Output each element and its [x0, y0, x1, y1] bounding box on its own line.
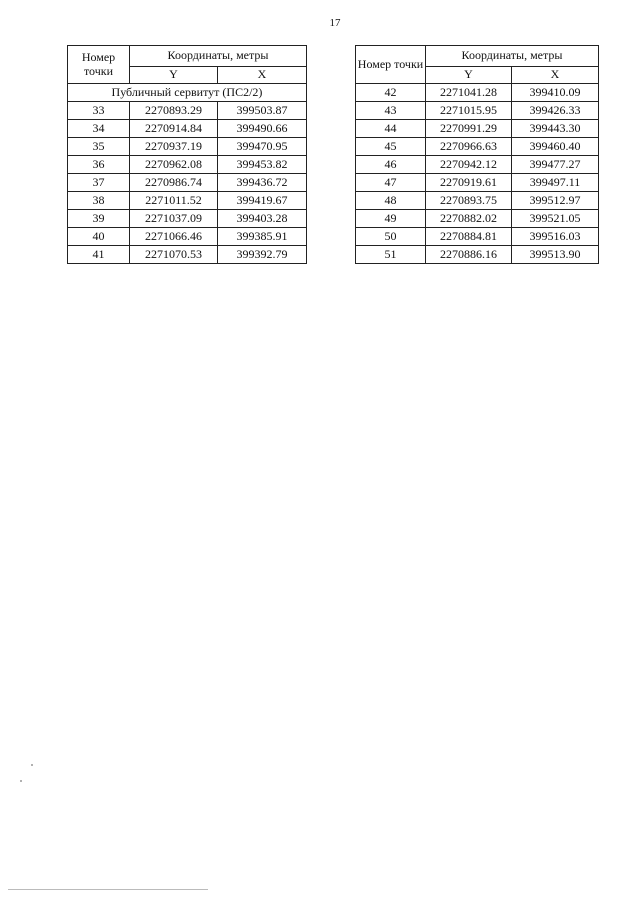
point-number-cell: 50	[356, 228, 426, 246]
table-row	[356, 192, 599, 210]
y-coordinate-cell: 2270919.61	[426, 174, 512, 192]
y-coordinate-cell: 2270962.08	[130, 156, 218, 174]
x-coordinate-cell: 399497.11	[512, 174, 599, 192]
y-coordinate-cell: 2270986.74	[130, 174, 218, 192]
table-row	[68, 156, 307, 174]
table-row	[68, 138, 307, 156]
coordinates-table-left	[67, 45, 307, 264]
point-number-cell: 48	[356, 192, 426, 210]
y-column-header: Y	[130, 67, 218, 84]
point-number-cell: 45	[356, 138, 426, 156]
scan-speck	[31, 764, 33, 766]
x-coordinate-cell: 399470.95	[218, 138, 307, 156]
scan-artifact-line	[8, 889, 208, 890]
y-column-header: Y	[426, 67, 512, 84]
point-number-cell: 43	[356, 102, 426, 120]
table-row	[356, 246, 599, 264]
point-number-cell: 42	[356, 84, 426, 102]
y-coordinate-cell: 2270882.02	[426, 210, 512, 228]
point-number-cell: 39	[68, 210, 130, 228]
table-row	[68, 174, 307, 192]
x-coordinate-cell: 399443.30	[512, 120, 599, 138]
table-row	[356, 228, 599, 246]
scan-speck	[20, 780, 22, 782]
y-coordinate-cell: 2270937.19	[130, 138, 218, 156]
table-row	[68, 228, 307, 246]
table-row	[68, 210, 307, 228]
x-coordinate-cell: 399521.05	[512, 210, 599, 228]
page-number: 17	[329, 17, 341, 29]
table-row	[356, 156, 599, 174]
y-coordinate-cell: 2270893.29	[130, 102, 218, 120]
table-row	[68, 102, 307, 120]
point-number-header: Номер точки	[356, 46, 426, 84]
y-coordinate-cell: 2270914.84	[130, 120, 218, 138]
x-coordinate-cell: 399403.28	[218, 210, 307, 228]
x-coordinate-cell: 399419.67	[218, 192, 307, 210]
x-coordinate-cell: 399477.27	[512, 156, 599, 174]
table-row	[68, 192, 307, 210]
y-coordinate-cell: 2271066.46	[130, 228, 218, 246]
point-number-cell: 47	[356, 174, 426, 192]
point-number-cell: 38	[68, 192, 130, 210]
coordinates-header: Координаты, метры	[426, 46, 599, 67]
x-coordinate-cell: 399426.33	[512, 102, 599, 120]
coordinates-table-right	[355, 45, 599, 264]
x-coordinate-cell: 399513.90	[512, 246, 599, 264]
table-row	[356, 174, 599, 192]
y-coordinate-cell: 2271041.28	[426, 84, 512, 102]
y-coordinate-cell: 2270893.75	[426, 192, 512, 210]
table-row	[68, 120, 307, 138]
point-number-header: Номер точки	[68, 46, 130, 84]
x-coordinate-cell: 399453.82	[218, 156, 307, 174]
x-coordinate-cell: 399460.40	[512, 138, 599, 156]
y-coordinate-cell: 2270884.81	[426, 228, 512, 246]
y-coordinate-cell: 2270966.63	[426, 138, 512, 156]
table-row	[356, 210, 599, 228]
point-number-cell: 33	[68, 102, 130, 120]
x-column-header: X	[512, 67, 599, 84]
table-row	[356, 138, 599, 156]
x-coordinate-cell: 399490.66	[218, 120, 307, 138]
x-column-header: X	[218, 67, 307, 84]
point-number-cell: 46	[356, 156, 426, 174]
point-number-cell: 49	[356, 210, 426, 228]
table-row	[68, 246, 307, 264]
point-number-cell: 41	[68, 246, 130, 264]
table-row	[356, 102, 599, 120]
x-coordinate-cell: 399512.97	[512, 192, 599, 210]
y-coordinate-cell: 2270886.16	[426, 246, 512, 264]
x-coordinate-cell: 399410.09	[512, 84, 599, 102]
point-number-cell: 34	[68, 120, 130, 138]
y-coordinate-cell: 2271011.52	[130, 192, 218, 210]
table-row	[356, 120, 599, 138]
y-coordinate-cell: 2270991.29	[426, 120, 512, 138]
y-coordinate-cell: 2271015.95	[426, 102, 512, 120]
point-number-cell: 44	[356, 120, 426, 138]
x-coordinate-cell: 399385.91	[218, 228, 307, 246]
point-number-cell: 37	[68, 174, 130, 192]
y-coordinate-cell: 2270942.12	[426, 156, 512, 174]
x-coordinate-cell: 399392.79	[218, 246, 307, 264]
point-number-cell: 36	[68, 156, 130, 174]
point-number-cell: 51	[356, 246, 426, 264]
section-title: Публичный сервитут (ПС2/2)	[68, 84, 307, 102]
point-number-cell: 35	[68, 138, 130, 156]
x-coordinate-cell: 399436.72	[218, 174, 307, 192]
coordinates-header: Координаты, метры	[130, 46, 307, 67]
y-coordinate-cell: 2271037.09	[130, 210, 218, 228]
point-number-cell: 40	[68, 228, 130, 246]
x-coordinate-cell: 399516.03	[512, 228, 599, 246]
y-coordinate-cell: 2271070.53	[130, 246, 218, 264]
table-row	[356, 84, 599, 102]
x-coordinate-cell: 399503.87	[218, 102, 307, 120]
